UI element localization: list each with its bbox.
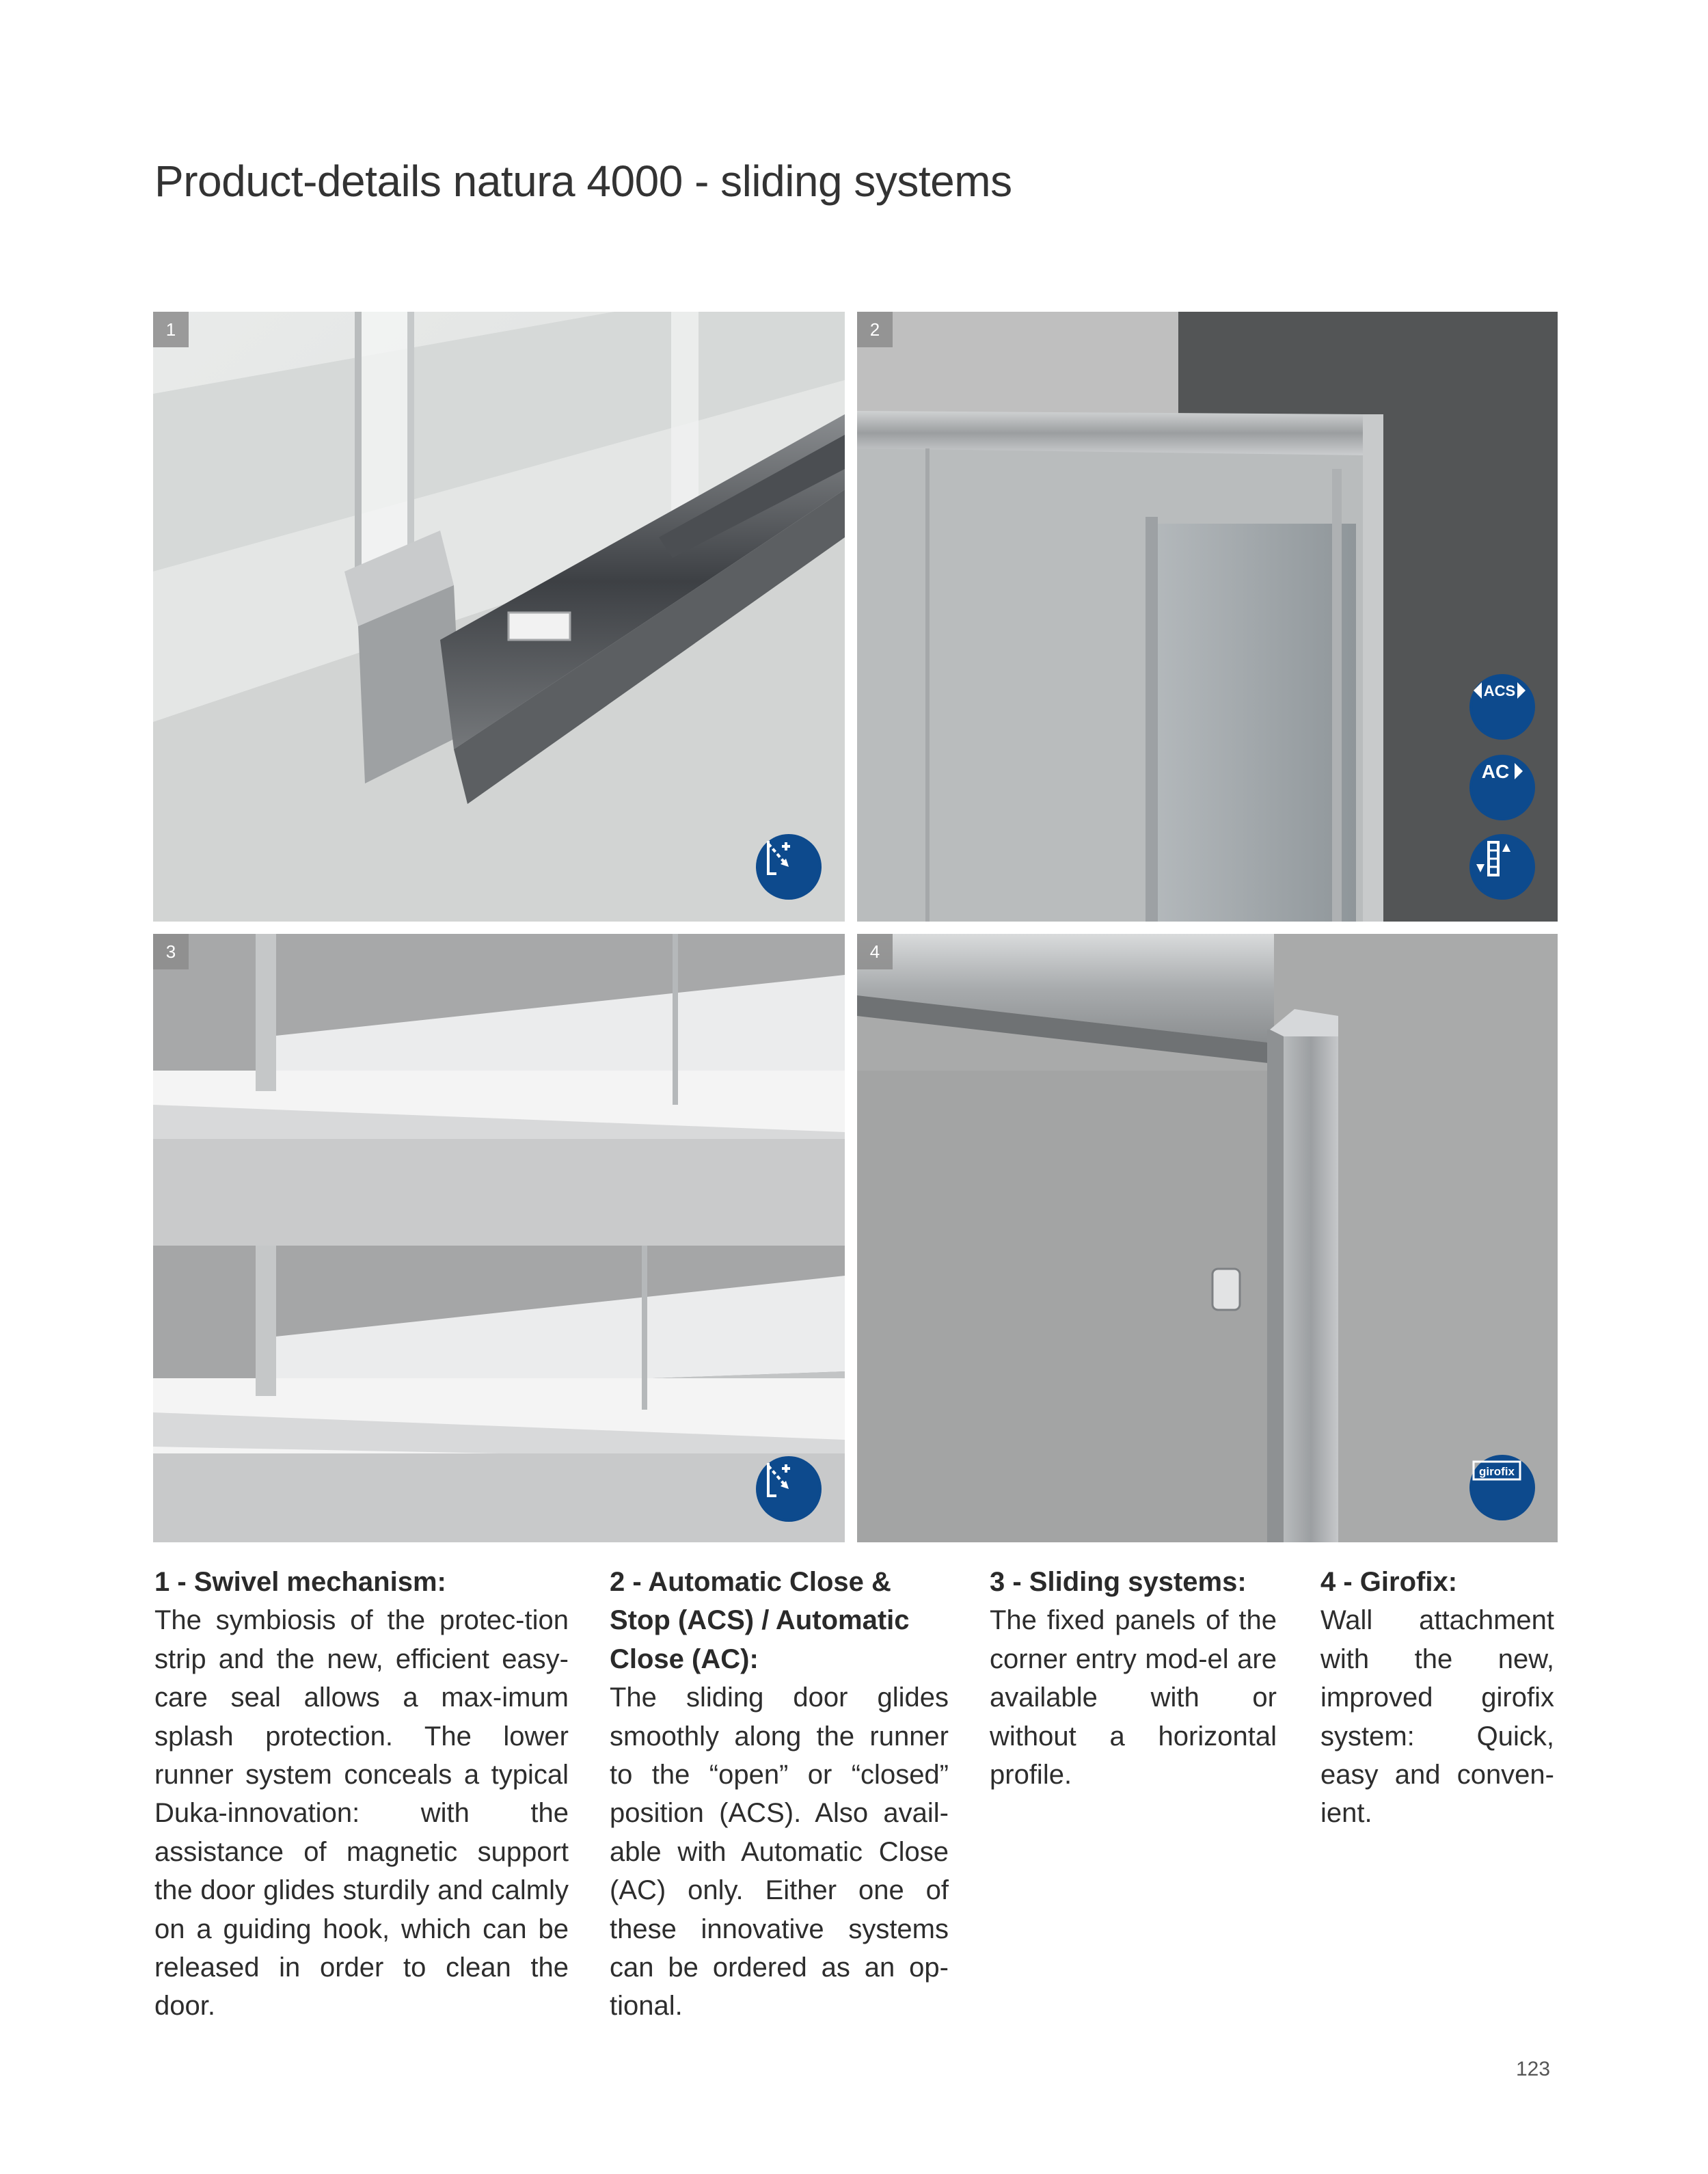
- page-number: 123: [1516, 2058, 1551, 2080]
- column-sliding-systems: [990, 1563, 1277, 1794]
- girofix-image: [857, 934, 1558, 1542]
- swivel-mechanism-image: [153, 312, 845, 922]
- door-direction-icon: [759, 1459, 819, 1519]
- column-heading: 2 - Automatic Close & Stop (ACS) / Automatic Close (AC):: [610, 1567, 910, 1674]
- column-body: The symbiosis of the protec-tion strip and the new, efficient easy-care seal allows a max-imum splash protection. The lower runner system conceals a typical Duka-innovation: with the assistance of magnetic support the door glides sturdily and calmly on a guiding hook, which can be released in order to clean the door.: [154, 1605, 569, 2022]
- door-direction-icon: [759, 837, 819, 897]
- column-automatic-close: [610, 1563, 949, 2026]
- girofix-label: girofix: [1479, 1465, 1515, 1478]
- photo-number-badge: 4: [857, 934, 893, 969]
- column-body: The sliding door glides smoothly along the runner to the “open” or “closed” position (ACS). Also avail-able with Automatic Close (AC) only. Either one of these innovative systems can be ordered as an op-tional.: [610, 1682, 949, 2022]
- column-heading: 1 - Swivel mechanism:: [154, 1567, 446, 1597]
- column-body: Wall attachment with the new, improved girofix system: Quick, easy and conven-ient.: [1320, 1605, 1554, 1829]
- acs-label: ACS: [1483, 682, 1516, 699]
- photo-girofix: [857, 934, 1558, 1542]
- automatic-close-image: [857, 312, 1558, 922]
- page-title: Product-details natura 4000 - sliding systems: [154, 157, 1012, 206]
- photo-automatic-close-stop: [857, 312, 1558, 922]
- sliding-systems-image: [153, 934, 845, 1542]
- ac-label: AC: [1481, 761, 1510, 782]
- photo-sliding-systems: [153, 934, 845, 1542]
- ac-icon: [1472, 757, 1532, 818]
- photo-number-badge: 2: [857, 312, 893, 347]
- column-heading: 3 - Sliding systems:: [990, 1567, 1247, 1597]
- acs-icon: [1472, 677, 1532, 737]
- column-body: The fixed panels of the corner entry mod-el are available with or without a horizontal profile.: [990, 1605, 1277, 1790]
- photo-number-badge: 1: [153, 312, 189, 347]
- girofix-icon: [1472, 1458, 1532, 1518]
- column-heading: 4 - Girofix:: [1320, 1567, 1458, 1597]
- column-swivel-mechanism: [154, 1563, 569, 2026]
- photo-swivel-mechanism: [153, 312, 845, 922]
- column-girofix: [1320, 1563, 1554, 1833]
- height-adjust-icon: [1472, 837, 1532, 897]
- photo-number-badge: 3: [153, 934, 189, 969]
